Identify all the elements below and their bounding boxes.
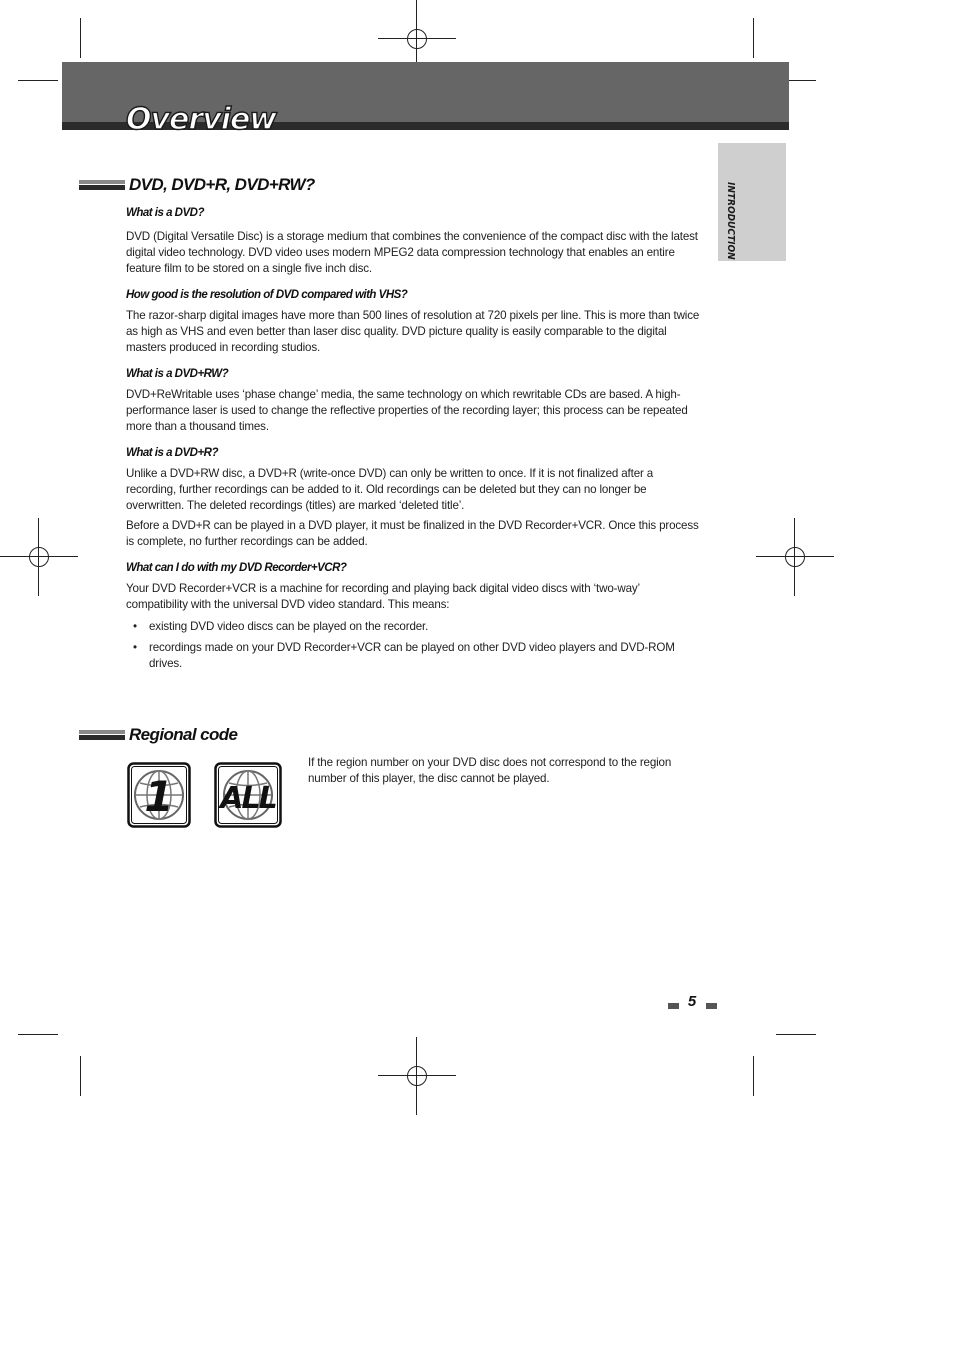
section-heading-dvd: DVD, DVD+R, DVD+RW? [129,175,315,194]
crop-mark-br-v [753,1056,754,1096]
side-tab-label [720,182,740,260]
answer-what-is-dvd: DVD (Digital Versatile Disc) is a storage medium that combines the convenience of the compact disc with the latest digital video technology. DVD video uses modern MPEG2 data compression technology that enables an entire feature film to be stored on a single five inch disc. [126,230,698,275]
section-dvd-content [126,205,701,672]
section-heading-regional: Regional code [129,725,238,744]
region-1-label: 1 [144,772,174,821]
answer-what-is-dvd-r-1: Unlike a DVD+RW disc, a DVD+R (write-once DVD) can only be written to once. If it is not finalized after a recording, further recordings can be added to it. Old recordings can be deleted but they can no longer be overwritten. The deleted recordings (titles) are marked ‘deleted title’. [126,467,654,512]
registration-mark-right [756,518,834,596]
list-item [126,640,701,672]
page-title: Overview [126,102,277,137]
answer-what-is-dvd-r-2: Before a DVD+R can be played in a DVD player, it must be finalized in the DVD Recorder+VCR. Once this process is complete, no further recordings can be added. [126,519,699,548]
bullet: • [133,641,137,654]
registration-mark-left [0,518,78,596]
answer-resolution: The razor-sharp digital images have more than 500 lines of resolution at 720 pixels per line. This is more than twice as high as VHS and even better than laser disc quality. DVD picture quality is easily comparable to the digital masters produced in recording studios. [126,309,700,354]
section-marker [79,730,125,740]
question-resolution: How good is the resolution of DVD compared with VHS? [126,289,408,301]
question-what-can-i-do: What can I do with my DVD Recorder+VCR? [126,562,347,574]
side-tab-label-text: INTRODUCTION [725,182,736,260]
capability-list [126,619,701,672]
registration-mark-bottom [378,1037,456,1115]
page-number-marker-right [706,1003,717,1009]
crop-mark-tr-v [753,18,754,58]
question-what-is-dvd: What is a DVD? [126,207,204,219]
crop-mark-tl-v [80,18,81,58]
region-all-icon [214,762,278,828]
crop-mark-bl-h [18,1034,58,1035]
crop-mark-tl-h [18,80,58,81]
region-1-icon [127,762,191,828]
list-item-text: recordings made on your DVD Recorder+VCR can be played on other DVD video players and DVD-ROM drives. [149,641,675,670]
bullet: • [133,620,137,633]
list-item [126,619,701,635]
answer-what-can-i-do: Your DVD Recorder+VCR is a machine for recording and playing back digital video discs with ‘two-way’ compatibility with the universal DVD video standard. This means: [126,582,640,611]
page-number-marker-left [668,1003,679,1009]
question-what-is-dvd-r: What is a DVD+R? [126,447,219,459]
crop-mark-bl-v [80,1056,81,1096]
list-item-text: existing DVD video discs can be played on the recorder. [149,620,429,633]
answer-what-is-dvd-rw: DVD+ReWritable uses ‘phase change’ media, the same technology on which rewritable CDs are based. A high-performance laser is used to change the reflective properties of the recording layer; this process can be repeated more than a thousand times. [126,388,688,433]
section-marker [79,180,125,190]
question-what-is-dvd-rw: What is a DVD+RW? [126,368,229,380]
region-description: If the region number on your DVD disc does not correspond to the region number of this player, the disc cannot be played. [308,756,672,785]
crop-mark-br-h [776,1034,816,1035]
region-all-label: ALL [220,781,276,816]
page-number: 5 [687,993,697,1010]
